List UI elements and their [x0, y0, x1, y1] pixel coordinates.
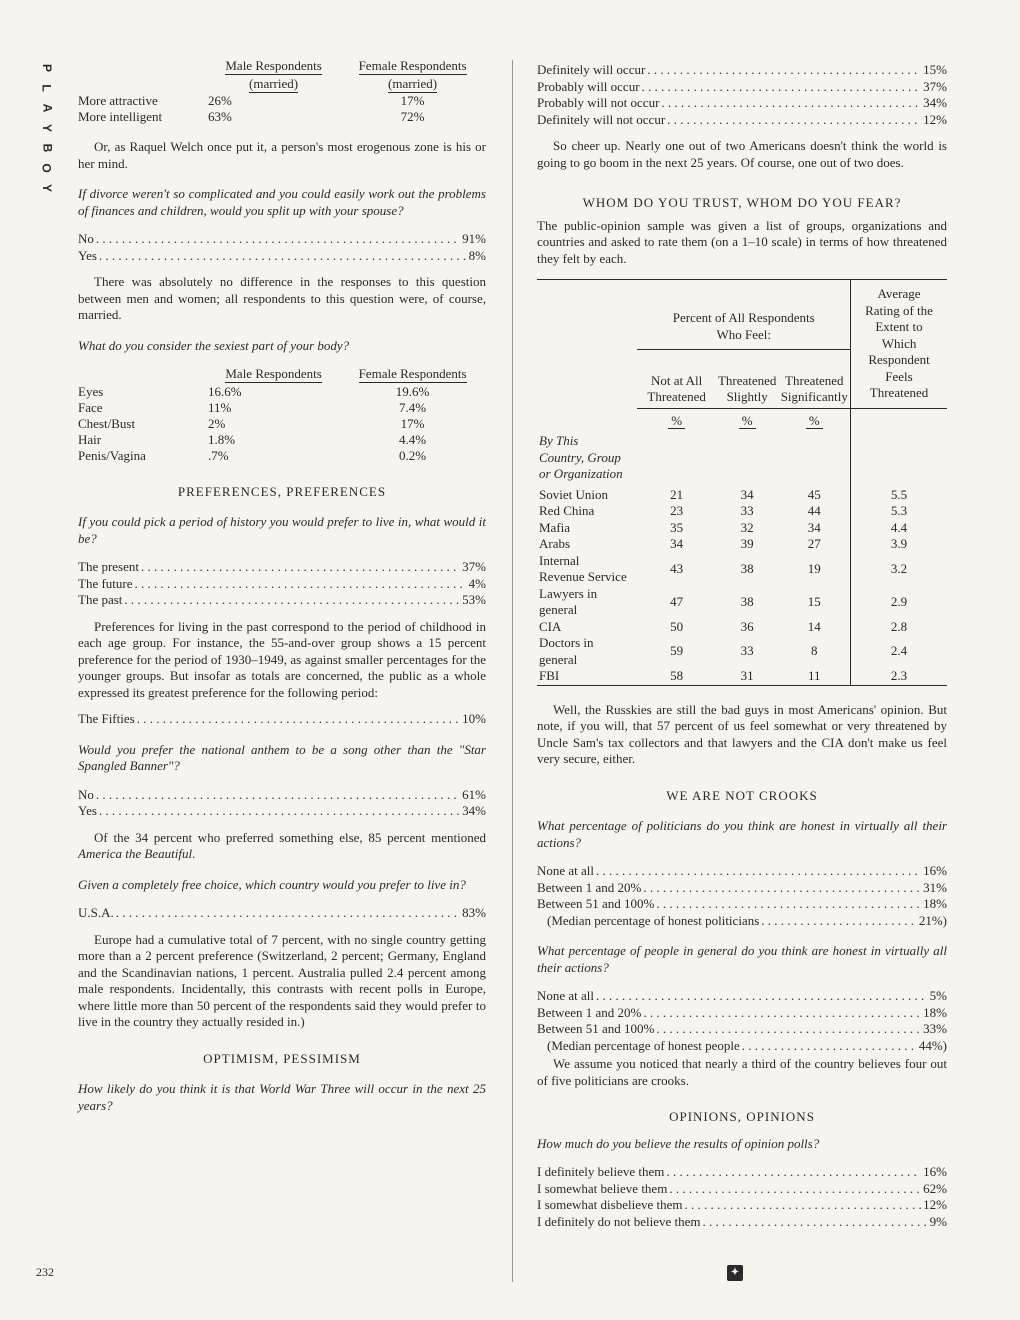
leader-dots: [124, 592, 460, 609]
answer-row: [537, 79, 947, 96]
percent-sign: %: [806, 413, 823, 429]
answer-row: [537, 863, 947, 880]
answer-value: 18%: [923, 1004, 947, 1020]
answer-value: 12%: [923, 1197, 947, 1212]
slightly-value: 38: [740, 560, 754, 576]
table-row: [78, 93, 486, 109]
anthem-song-title: America the Beautiful: [78, 846, 193, 861]
female-header: Female Respondents: [358, 58, 467, 73]
leader-dots: [96, 231, 460, 248]
trust-intro: The public-opinion sample was given a list of groups, organizations and countries and asked to rate them (on a 1–10 scale) in terms of how threatened they felt by each.: [537, 217, 947, 266]
female-value: 19.6%: [395, 383, 430, 399]
table-row: [537, 619, 947, 636]
rabbit-logo-icon: ✦: [727, 1265, 743, 1281]
sidebar-letter: Y: [39, 123, 54, 133]
leader-dots: [596, 863, 921, 880]
answer-label: Between 51 and 100%: [537, 896, 655, 911]
answer-value: 15%: [923, 62, 947, 77]
leader-dots: [656, 896, 921, 913]
org-name: Lawyers in general: [539, 585, 598, 617]
female-header: Female Respondents: [358, 366, 467, 381]
country-paragraph: Europe had a cumulative total of 7 percent, with no single country getting more than a 2 percent preference (Switzerland, 2 percent; Germany, England and the Scandinavian nations, 1 percent. Australia pulled 2.4 percent among male respondents. Incidentally, this contrasts with recent polls in Europe, where little more than 50 percent of the respondents said they would prefer to live in the country they actually resided in.): [78, 931, 486, 1029]
leader-dots: [669, 1181, 921, 1198]
male-value: 1.8%: [208, 431, 236, 447]
answer-row: [537, 1181, 947, 1198]
answer-row: [537, 1197, 947, 1214]
answer-row: [537, 112, 947, 129]
sidebar-letter: A: [39, 103, 54, 113]
org-name: Doctors in general: [539, 635, 594, 667]
politicians-median: (Median percentage of honest politicians . . . 21%): [537, 913, 947, 930]
significantly-value: 45: [807, 486, 821, 502]
threat-table: [537, 279, 947, 686]
answer-row: [78, 803, 486, 820]
significantly-value: 34: [807, 519, 821, 535]
leader-dots: [99, 803, 460, 820]
row-label: Face: [78, 399, 103, 415]
slightly-value: 38: [740, 593, 754, 609]
answer-label: The Fifties: [78, 711, 135, 726]
section-heading: OPINIONS, OPINIONS: [669, 1109, 815, 1124]
answer-label: Definitely will occur: [537, 62, 646, 77]
answer-value: 4%: [468, 575, 486, 591]
org-name: CIA: [539, 618, 562, 634]
sidebar-letter: P: [39, 63, 54, 73]
people-answers: [537, 988, 947, 1038]
leader-dots: [643, 880, 921, 897]
section-heading: OPTIMISM, PESSIMISM: [203, 1050, 361, 1066]
female-value: 72%: [400, 109, 425, 124]
divorce-paragraph: There was absolutely no difference in the responses to this question between men and women; all respondents to this question were, of course, married.: [78, 274, 486, 322]
answer-value: 5%: [929, 988, 947, 1003]
answer-value: 34%: [462, 803, 486, 818]
sexiest-question: What do you consider the sexiest part of your body?: [78, 337, 350, 353]
answer-value: 37%: [923, 78, 947, 94]
answer-label: I definitely believe them: [537, 1164, 665, 1179]
answer-label: The present: [78, 559, 140, 574]
section-heading: WHOM DO YOU TRUST, WHOM DO YOU FEAR?: [582, 195, 902, 210]
answer-value: 16%: [923, 863, 947, 878]
female-value: 0.2%: [399, 447, 427, 463]
sidebar-letter: Y: [39, 183, 54, 193]
sidebar-letter: O: [40, 163, 54, 173]
leader-dots: [596, 988, 928, 1005]
average-rating: 4.4: [851, 520, 947, 537]
significantly-value: 27: [807, 536, 821, 551]
answer-label: I definitely do not believe them: [537, 1213, 701, 1229]
polls-answers: [537, 1164, 947, 1230]
org-name: Arabs: [539, 536, 571, 551]
politicians-answers: [537, 863, 947, 913]
female-value: 7.4%: [399, 399, 427, 415]
not-threatened-value: 21: [670, 486, 684, 502]
average-header: Average Rating of the Extent to Which Respondent Feels Threatened: [851, 280, 947, 409]
average-rating: 3.2: [851, 553, 947, 586]
fifties-answers: [78, 711, 486, 728]
significantly-value: 11: [779, 668, 851, 685]
male-value: 2%: [208, 415, 226, 431]
table-row: [537, 553, 947, 586]
answer-row: [537, 880, 947, 897]
significantly-value: 19: [807, 560, 821, 576]
org-name: FBI: [537, 668, 637, 685]
answer-value: 61%: [462, 786, 486, 802]
answer-label: The past: [78, 592, 123, 607]
ww3-paragraph: So cheer up. Nearly one out of two Americans doesn't think the world is going to go boom in the next 25 years. Of course, one out of two does.: [537, 138, 947, 170]
male-header: Male Respondents: [225, 58, 322, 73]
female-subheader: (married): [388, 75, 438, 91]
answer-row: [537, 1005, 947, 1022]
significantly-value: 14: [807, 618, 821, 634]
answer-row: [78, 787, 486, 804]
leader-dots: [135, 576, 467, 593]
org-name: Internal Revenue Service: [539, 552, 627, 584]
org-name: Mafia: [539, 519, 571, 535]
male-value: 16.6%: [208, 383, 242, 399]
ww3-answers: [537, 62, 947, 128]
table-row: [537, 668, 947, 685]
country-question: Given a completely free choice, which country would you prefer to live in?: [78, 876, 466, 892]
leader-dots: [96, 787, 460, 804]
not-threatened-value: 43: [670, 560, 684, 576]
slightly-value: 31: [716, 668, 779, 685]
significantly-value: 15: [807, 593, 821, 609]
row-label: Hair: [78, 431, 102, 447]
table-row: [78, 109, 486, 125]
slightly-value: 36: [740, 618, 754, 634]
male-value: 11%: [208, 399, 232, 415]
answer-value: 34%: [923, 95, 947, 110]
answer-value: 53%: [462, 592, 486, 607]
male-value: 26%: [208, 93, 232, 108]
people-question: What percentage of people in general do you think are honest in virtually all their actions?: [537, 943, 947, 975]
answer-label: Definitely will not occur: [537, 111, 666, 127]
sidebar-letter: L: [40, 84, 54, 92]
period-answers: [78, 559, 486, 609]
answer-label: No: [78, 786, 94, 802]
country-answers: [78, 905, 486, 922]
answer-row: [537, 95, 947, 112]
leader-dots: [703, 1214, 928, 1231]
answer-row: [78, 576, 486, 593]
page-number: 232: [36, 1265, 54, 1279]
col-slightly: Threatened Slightly: [717, 372, 777, 404]
not-threatened-value: 47: [670, 593, 684, 609]
divorce-answers: [78, 231, 486, 264]
average-rating: 2.8: [851, 619, 947, 636]
percent-header: Percent of All Respondents Who Feel:: [637, 280, 850, 350]
attractiveness-table: [78, 58, 486, 125]
table-row: [537, 586, 947, 619]
answer-label: Probably will occur: [537, 78, 640, 94]
answer-row: [78, 231, 486, 248]
table-row: [78, 416, 486, 432]
people-median: (Median percentage of honest people . . . 44%): [537, 1038, 947, 1055]
answer-value: 83%: [462, 905, 486, 920]
anthem-text-end: .: [192, 846, 196, 861]
divorce-question: If divorce weren't so complicated and you could easily work out the problems of finances and children, would you split up with your spouse?: [78, 186, 486, 218]
answer-value: 16%: [923, 1164, 947, 1179]
table-row: [78, 432, 486, 448]
table-row: [537, 503, 947, 520]
row-label: Eyes: [78, 383, 104, 399]
not-threatened-value: 58: [637, 668, 715, 685]
answer-label: None at all: [537, 863, 595, 878]
section-heading: PREFERENCES, PREFERENCES: [177, 483, 387, 499]
female-value: 17%: [400, 93, 425, 108]
male-subheader: (married): [249, 75, 299, 91]
answer-label: Between 1 and 20%: [537, 879, 642, 895]
answer-value: 18%: [923, 896, 947, 911]
answer-row: [78, 248, 486, 265]
answer-label: None at all: [537, 988, 595, 1003]
answer-label: Probably will not occur: [537, 95, 660, 110]
leader-dots: [685, 1197, 922, 1214]
leader-dots: [116, 905, 460, 922]
anthem-text: Of the 34 percent who preferred something else, 85 percent mentioned: [94, 829, 486, 845]
answer-label: U.S.A.: [78, 905, 114, 920]
percent-sign: %: [668, 413, 685, 429]
answer-label: I somewhat disbelieve them: [537, 1197, 683, 1212]
average-rating: 3.9: [851, 536, 947, 553]
ww3-question: How likely do you think it is that World War Three will occur in the next 25 years?: [78, 1081, 486, 1113]
period-paragraph: Preferences for living in the past correspond to the period of childhood in each age group. For instance, the 55-and-over group shows a 15 percent preference for the period of 1930–1949, as against smaller percentages for the younger groups. But insofar as totals are concerned, the public as a whole expressed its greatest preference for the following period:: [78, 618, 486, 700]
slightly-value: 33: [740, 643, 754, 659]
answer-label: Between 51 and 100%: [537, 1021, 655, 1036]
table-row: [78, 400, 486, 416]
male-value: .7%: [208, 447, 229, 463]
significantly-value: 8: [811, 643, 818, 659]
row-label: Chest/Bust: [78, 415, 136, 431]
female-value: 4.4%: [399, 431, 427, 447]
answer-value: 91%: [462, 231, 486, 246]
sidebar-letter: B: [39, 143, 54, 153]
answer-row: [78, 711, 486, 728]
politicians-question: What percentage of politicians do you think are honest in virtually all their actions?: [537, 818, 947, 850]
right-column: [537, 58, 947, 1240]
average-rating: 5.5: [851, 487, 947, 504]
polls-question: How much do you believe the results of opinion polls?: [537, 1135, 820, 1151]
not-threatened-value: 35: [670, 519, 684, 535]
answer-row: [537, 988, 947, 1005]
answer-value: 9%: [929, 1213, 947, 1229]
slightly-value: 33: [740, 503, 754, 518]
period-question: If you could pick a period of history you would prefer to live in, what would it be?: [78, 514, 486, 546]
leader-dots: [642, 79, 922, 96]
row-label: Penis/Vagina: [78, 447, 146, 463]
answer-label: I somewhat believe them: [537, 1180, 668, 1196]
answer-value: 12%: [923, 111, 947, 127]
anthem-answers: [78, 787, 486, 820]
leader-dots: [647, 62, 921, 79]
anthem-paragraph: [78, 830, 486, 863]
left-column: [78, 58, 486, 1114]
table-row: [537, 487, 947, 504]
org-name: Soviet Union: [539, 486, 608, 502]
answer-value: 62%: [923, 1180, 947, 1196]
table-row: [78, 448, 486, 464]
average-rating: 2.3: [851, 668, 947, 685]
table-row: [537, 536, 947, 553]
leader-dots: [656, 1021, 921, 1038]
not-threatened-value: 23: [670, 503, 684, 518]
answer-value: 10%: [462, 711, 486, 726]
magazine-sidebar-logo: [36, 58, 58, 198]
answer-row: [78, 559, 486, 576]
leader-dots: [661, 95, 921, 112]
table-row: [537, 635, 947, 668]
answer-row: [537, 1214, 947, 1231]
group-label: By This Country, Group or Organization: [539, 433, 623, 481]
leader-dots: [99, 248, 467, 265]
col-significantly: Threatened Significantly: [780, 372, 848, 404]
org-name: Red China: [539, 503, 595, 518]
male-value: 63%: [208, 109, 232, 124]
answer-label: Yes: [78, 803, 97, 818]
answer-value: 8%: [468, 247, 486, 263]
table-row: [78, 384, 486, 400]
row-label: More intelligent: [78, 109, 163, 124]
female-value: 17%: [400, 415, 425, 431]
col-not-threatened: Not at All Threatened: [647, 372, 706, 404]
leader-dots: [643, 1005, 921, 1022]
slightly-value: 34: [740, 486, 754, 502]
leader-dots: [667, 112, 921, 129]
significantly-value: 44: [807, 503, 821, 518]
answer-value: 37%: [462, 559, 486, 574]
section-heading: WE ARE NOT CROOKS: [666, 787, 818, 803]
leader-dots: [666, 1164, 921, 1181]
leader-dots: [137, 711, 460, 728]
table-row: [537, 520, 947, 537]
answer-label: No: [78, 231, 94, 246]
sexiest-table: [78, 366, 486, 464]
row-label: More attractive: [78, 93, 158, 108]
answer-row: [78, 592, 486, 609]
answer-row: [537, 1021, 947, 1038]
average-rating: 5.3: [851, 503, 947, 520]
answer-label: The future: [78, 575, 133, 591]
trust-paragraph: Well, the Russkies are still the bad guys in most Americans' opinion. But note, if you will, that 57 percent of us feel somewhat or very threatened by Uncle Sam's tax collectors and that lawyers and the CIA don't make us feel very secure, either.: [537, 701, 947, 766]
percent-sign: %: [739, 413, 756, 429]
male-header: Male Respondents: [225, 366, 322, 381]
answer-row: [537, 62, 947, 79]
answer-value: 31%: [923, 879, 947, 895]
anthem-question: Would you prefer the national anthem to be a song other than the "Star Spangled Banner"?: [78, 741, 486, 773]
crooks-paragraph: We assume you noticed that nearly a third of the country believes four out of five politicians are crooks.: [537, 1056, 947, 1088]
not-threatened-value: 50: [670, 618, 684, 634]
column-divider: [512, 60, 513, 1282]
answer-row: [78, 905, 486, 922]
average-rating: 2.4: [851, 635, 947, 668]
slightly-value: 39: [740, 536, 754, 551]
answer-label: Yes: [78, 247, 97, 263]
slightly-value: 32: [740, 519, 754, 535]
answer-row: [537, 896, 947, 913]
leader-dots: [141, 559, 460, 576]
average-rating: 2.9: [851, 586, 947, 619]
not-threatened-value: 34: [670, 536, 684, 551]
answer-value: 33%: [923, 1021, 947, 1036]
answer-label: Between 1 and 20%: [537, 1004, 642, 1020]
answer-row: [537, 1164, 947, 1181]
not-threatened-value: 59: [670, 643, 684, 659]
welch-paragraph: Or, as Raquel Welch once put it, a person's most erogenous zone is his or her mind.: [78, 139, 486, 171]
